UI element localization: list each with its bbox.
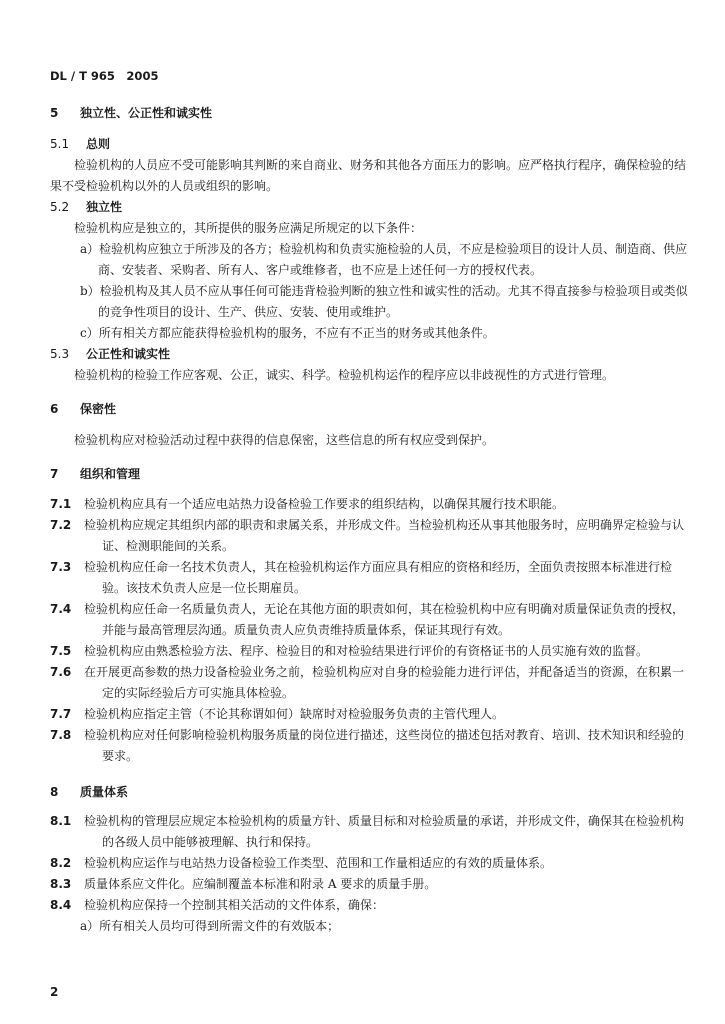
clause-7-4	[50, 599, 690, 641]
subsection-title: 公正性和诚实性	[86, 347, 171, 361]
clause-number: 8.1	[50, 814, 72, 828]
section-number: 8	[50, 785, 59, 799]
clause-8-2	[50, 853, 690, 874]
section-title: 独立性、公正性和诚实性	[80, 106, 213, 120]
clause-text: 检验机构应对任何影响检验机构服务质量的岗位进行描述，这些岗位的描述包括对教育、培训、技术知识和经验的要求。	[84, 728, 685, 763]
section-title: 组织和管理	[80, 467, 141, 481]
section-number: 6	[50, 402, 59, 416]
subsection-number: 5.3	[50, 347, 70, 361]
subsection-5-1-heading	[50, 134, 690, 155]
clause-7-6	[50, 662, 690, 704]
document-body	[50, 103, 690, 937]
clause-text: 检验机构应运作与电站热力设备检验工作类型、范围和工作量相适应的有效的质量体系。	[84, 856, 553, 870]
clause-number: 7.7	[50, 707, 72, 721]
clause-text: 检验机构应任命一名质量负责人，无论在其他方面的职责如何，其在检验机构中应有明确对质量保证负责的授权，并能与最高管理层沟通。质量负责人应负责维持质量体系，保证其现行有效。	[84, 602, 685, 637]
section-number: 7	[50, 467, 59, 481]
subsection-number: 5.2	[50, 200, 70, 214]
section-6-heading	[50, 399, 690, 420]
clause-8-1	[50, 811, 690, 853]
list-item-5-2-b: b）检验机构及其人员不应从事任何可能违背检验判断的独立性和诚实性的活动。尤其不得直接参与检验项目或类似的竞争性项目的设计、生产、供应、安装、使用或维护。	[80, 284, 688, 319]
paragraph-5-3: 检验机构的检验工作应客观、公正，诚实、科学。检验机构运作的程序应以非歧视性的方式进行管理。	[74, 368, 615, 382]
section-number: 5	[50, 106, 59, 120]
section-7-heading	[50, 464, 690, 485]
clause-number: 8.2	[50, 856, 72, 870]
page-number: 2	[50, 985, 59, 999]
clause-text: 检验机构应具有一个适应电站热力设备检验工作要求的组织结构，以确保其履行技术职能。	[84, 497, 565, 511]
paragraph-5-1: 检验机构的人员应不受可能影响其判断的来自商业、财务和其他各方面压力的影响。应严格执行程序，确保检验的结果不受检验机构以外的人员或组织的影响。	[50, 158, 687, 193]
paragraph-6: 检验机构应对检验活动过程中获得的信息保密，这些信息的所有权应受到保护。	[74, 433, 495, 447]
clause-8-3	[50, 874, 690, 895]
clause-number: 7.4	[50, 602, 72, 616]
clause-8-4	[50, 895, 690, 916]
list-item-5-2-a: a）检验机构应独立于所涉及的各方；检验机构和负责实施检验的人员，不应是检验项目的设计人员、制造商、供应商、安装者、采购者、所有人、客户或维修者，也不应是上述任何一方的授权代表。	[80, 242, 688, 277]
clause-number: 8.3	[50, 877, 72, 891]
subsection-5-2-heading	[50, 197, 690, 218]
subsection-title: 独立性	[86, 200, 123, 214]
section-title: 保密性	[80, 402, 117, 416]
list-item-5-2-c: c）所有相关方都应能获得检验机构的服务，不应有不正当的财务或其他条件。	[80, 326, 495, 340]
clause-text: 检验机构应任命一名技术负责人，其在检验机构运作方面应具有相应的资格和经历，全面负责按照本标准进行检验。该技术负责人应是一位长期雇员。	[84, 560, 673, 595]
clause-number: 7.5	[50, 644, 72, 658]
clause-text: 检验机构应规定其组织内部的职责和隶属关系，并形成文件。当检验机构还从事其他服务时，应明确界定检验与认证、检测职能间的关系。	[84, 518, 685, 553]
clause-text: 质量体系应文件化。应编制覆盖本标准和附录 A 要求的质量手册。	[84, 877, 437, 891]
clause-7-8	[50, 725, 690, 767]
clause-7-2	[50, 515, 690, 557]
subsection-5-3-heading	[50, 344, 690, 365]
standard-code-header: DL / T 965 2005	[50, 69, 159, 83]
section-5-heading	[50, 103, 690, 124]
clause-number: 7.6	[50, 665, 72, 679]
clause-number: 7.2	[50, 518, 72, 532]
clause-text: 检验机构的管理层应规定本检验机构的质量方针、质量目标和对检验质量的承诺，并形成文件，确保其在检验机构的各级人员中能够被理解、执行和保持。	[84, 814, 685, 849]
clause-7-3	[50, 557, 690, 599]
section-8-heading	[50, 782, 690, 803]
paragraph-5-2-intro: 检验机构应是独立的，其所提供的服务应满足所规定的以下条件：	[74, 221, 423, 235]
subsection-number: 5.1	[50, 137, 70, 151]
clause-number: 8.4	[50, 898, 72, 912]
clause-7-5	[50, 641, 690, 662]
clause-number: 7.3	[50, 560, 72, 574]
section-title: 质量体系	[80, 785, 129, 799]
subsection-title: 总则	[86, 137, 111, 151]
clause-text: 检验机构应由熟悉检验方法、程序、检验目的和对检验结果进行评价的有资格证书的人员实施有效的监督。	[84, 644, 649, 658]
clause-7-7	[50, 704, 690, 725]
list-item-8-4-a: a）所有相关人员均可得到所需文件的有效版本；	[80, 919, 340, 933]
clause-number: 7.8	[50, 728, 72, 742]
clause-text: 在开展更高参数的热力设备检验业务之前，检验机构应对自身的检验能力进行评估，并配备适当的资源，在积累一定的实际经验后方可实施具体检验。	[84, 665, 685, 700]
clause-number: 7.1	[50, 497, 72, 511]
clause-text: 检验机构应保持一个控制其相关活动的文件体系，确保：	[84, 898, 385, 912]
clause-text: 检验机构应指定主管（不论其称谓如何）缺席时对检验服务负责的主管代理人。	[84, 707, 505, 721]
clause-7-1	[50, 494, 690, 515]
